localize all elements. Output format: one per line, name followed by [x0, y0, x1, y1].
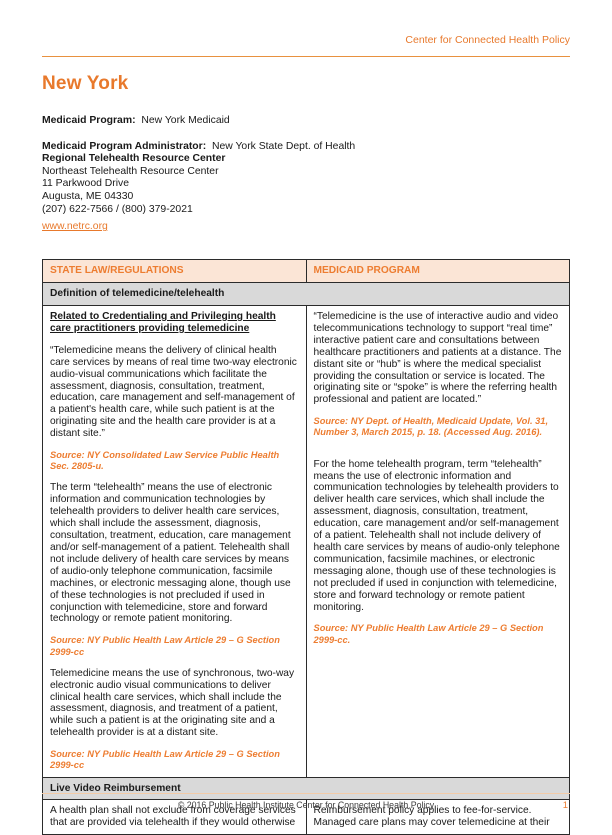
medicaid-source-1: Source: NY Dept. of Health, Medicaid Update, Vol. 31, Number 3, March 2015, p. 18. (Accessed Aug. 2016).	[313, 416, 549, 438]
column-header-state-law: STATE LAW/REGULATIONS	[43, 260, 307, 283]
table-header-row	[43, 260, 570, 283]
definition-content-row	[43, 305, 570, 777]
definition-medicaid-cell	[306, 305, 570, 777]
resource-center-address1: 11 Parkwood Drive	[42, 178, 130, 190]
column-header-medicaid-program: MEDICAID PROGRAM	[306, 260, 570, 283]
medicaid-paragraph-2: For the home telehealth program, term “telehealth” means the use of electronic information and communication technologies by telehealth providers to deliver health care services, which shall include the assessment, diagnosis, consultation, treatment, education, care management and/or self-management of a patient. Telehealth shall not include delivery of health care services by means of audio-only telephone communication, facsimile machines, or electronic messaging alone, though use of these technologies is not precluded if used in conjunction with telemedicine, store and forward technology or remote patient monitoring.	[313, 458, 560, 613]
footer-page-number: 1	[562, 800, 568, 811]
document-header	[42, 30, 570, 57]
brand-text: Center for Connected Health Policy	[405, 34, 570, 46]
state-law-paragraph-1: “Telemedicine means the delivery of clinical health care services by means of real time two-way electronic audio-visual communications which facilitate the assessment, diagnosis, consultation, treatment, education, care management and self-management of a patient's health care, while such patient is at the originating site and the health care provider is at a distant site.”	[50, 344, 297, 440]
medicaid-administrator-line	[42, 141, 570, 154]
state-law-source-1: Source: NY Consolidated Law Service Public Health Sec. 2805-u.	[50, 450, 280, 472]
state-law-paragraph-2: The term “telehealth” means the use of electronic information and communication technologies by telehealth providers to deliver health care services, which shall include the assessment, diagnosis, consultation, treatment, education, care management and/or self-management of a patient. Telehealth shall not include delivery of health care services by means of audio-only telephone communication, facsimile machines, or electronic messaging alone, though use of these technologies is not precluded if used in conjunction with telemedicine, store and forward technology or remote patient monitoring.	[50, 482, 291, 625]
resource-center-name: Northeast Telehealth Resource Center	[42, 165, 219, 177]
resource-center-website-link[interactable]: www.netrc.org	[42, 221, 108, 233]
medicaid-program-line	[42, 115, 570, 128]
page-title: New York	[42, 73, 129, 94]
document-page	[0, 30, 612, 829]
section-title-definition: Definition of telemedicine/telehealth	[43, 283, 570, 306]
section-row-definition	[43, 283, 570, 306]
document-footer	[42, 793, 570, 810]
medicaid-program-value: New York Medicaid	[141, 115, 230, 126]
resource-center-address2: Augusta, ME 04330	[42, 190, 134, 202]
medicaid-program-label: Medicaid Program:	[42, 115, 136, 126]
medicaid-paragraph-1: “Telemedicine is the use of interactive audio and video telecommunications technology to support “real time” interactive patient care and consultations between healthcare practitioners and patients at a distance. The distant site or “hub” is where the medical specialist providing the consultation or service is located. The originating site or “spoke” is where the referring health professional and patient are located.”	[313, 310, 562, 406]
medicaid-administrator-label: Medicaid Program Administrator:	[42, 140, 207, 152]
state-law-medicaid-table	[42, 259, 570, 835]
state-law-source-3: Source: NY Public Health Law Article 29 – G Section 2999-cc	[50, 749, 280, 771]
definition-state-law-cell	[43, 305, 307, 777]
state-law-source-2: Source: NY Public Health Law Article 29 – G Section 2999-cc	[50, 635, 280, 657]
resource-center-phone: (207) 622-7566 / (800) 379-2021	[42, 203, 193, 215]
credentialing-heading: Related to Credentialing and Privileging health care practitioners providing telemedicine	[50, 310, 276, 334]
medicaid-source-2: Source: NY Public Health Law Article 29 – G Section 2999-cc.	[313, 623, 544, 645]
state-law-paragraph-3: Telemedicine means the use of synchronous, two-way electronic audio visual communications to deliver clinical health care services, which shall include the assessment, diagnosis, and treatment of a patient, while such a patient is at the originating site and a telehealth provider is at a distant site.	[50, 667, 295, 739]
resource-center-block	[42, 153, 570, 234]
live-video-medicaid-paragraph: Reimbursement policy applies to fee-for-service. Managed care plans may cover telemedicine at their	[313, 805, 550, 829]
footer-copyright: © 2016 Public Health Institute Center for Connected Health Policy	[177, 800, 435, 810]
section-title-live-video: Live Video Reimbursement	[43, 777, 570, 800]
medicaid-administrator-value: New York State Dept. of Health	[211, 140, 356, 152]
live-video-state-law-paragraph: A health plan shall not exclude from coverage services that are provided via telehealth if they would otherwise	[50, 805, 296, 829]
resource-center-heading: Regional Telehealth Resource Center	[42, 153, 226, 165]
